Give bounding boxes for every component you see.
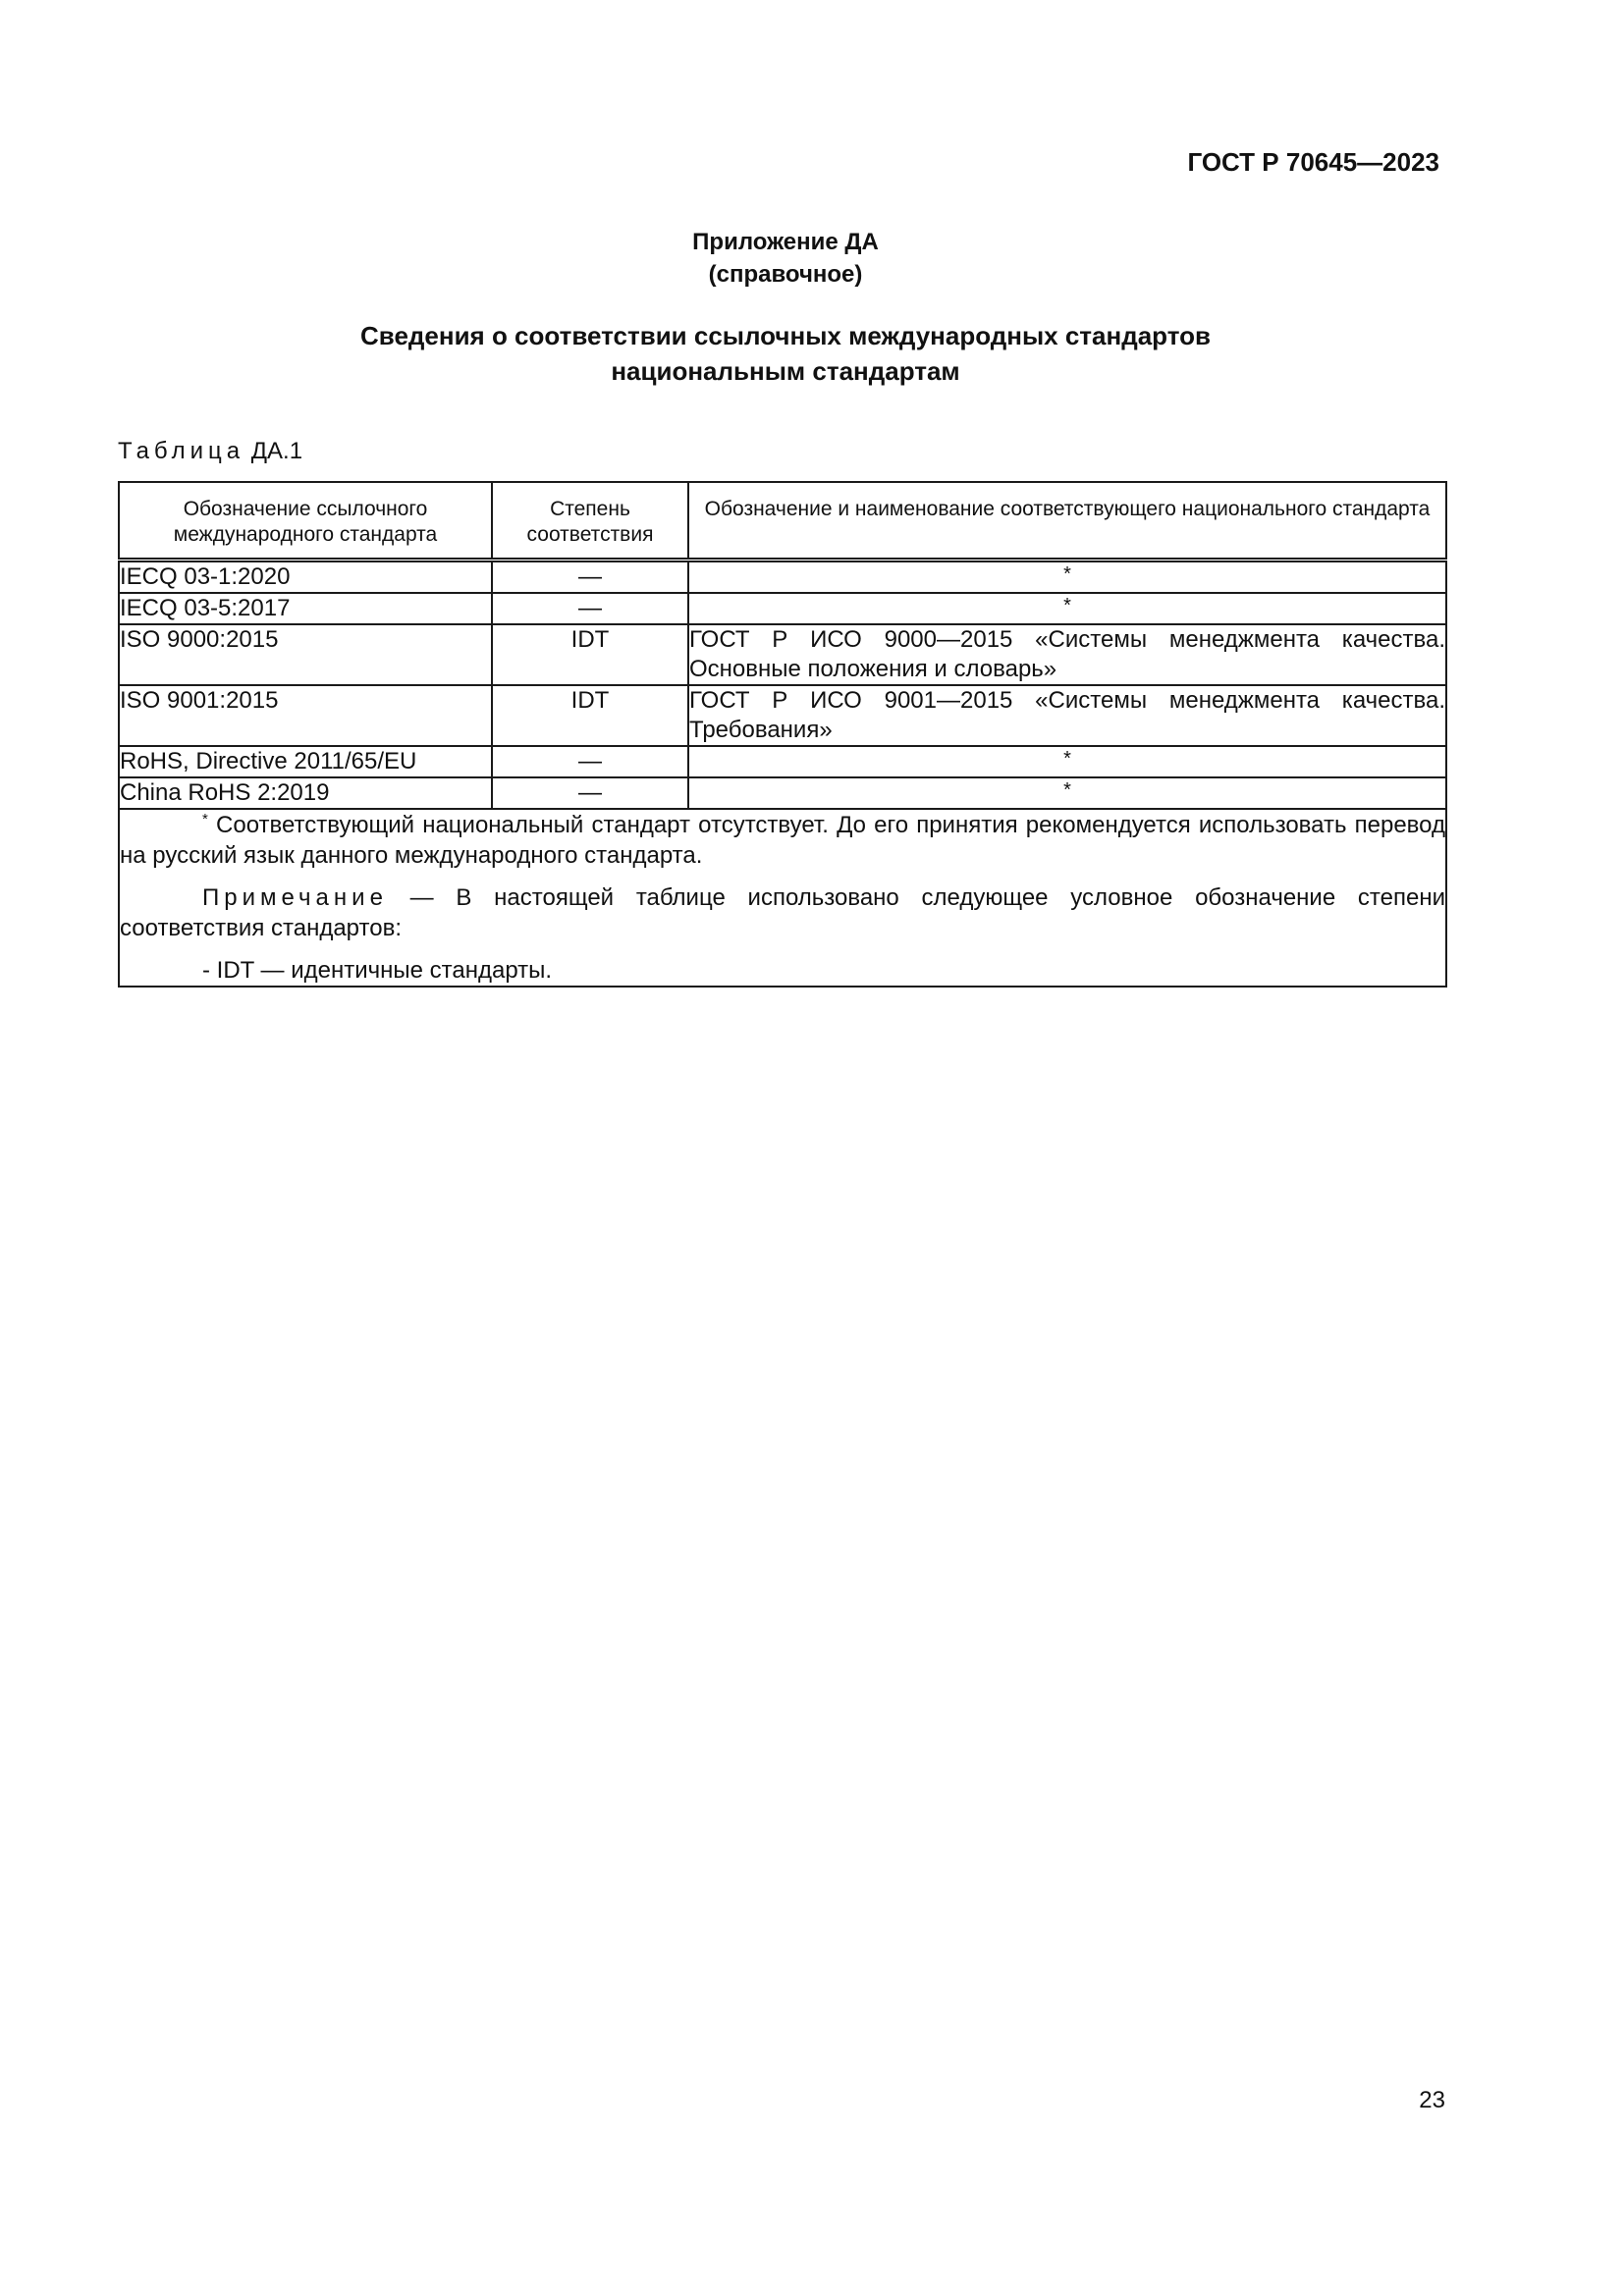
table-row [119,746,1446,777]
appendix-heading [0,226,1571,291]
cell-degree: IDT [492,685,688,746]
table-row [119,593,1446,624]
cell-degree: — [492,561,688,594]
footnote-paragraph [120,810,1445,871]
table-header-row [119,482,1446,561]
cell-degree: — [492,777,688,809]
cell-ref-standard: RoHS, Directive 2011/65/EU [119,746,492,777]
cell-degree: — [492,746,688,777]
page-number: 23 [1419,2087,1445,2113]
table-footnote-row [119,809,1446,987]
section-title [0,318,1571,389]
footnote-mark: * [202,811,208,828]
note-text: — В настоящей таблице использовано следующее условное обозначение степени соответствия стандартов: [120,884,1445,941]
footnote-text: Соответствующий национальный стандарт отсутствует. До его принятия рекомендуется использовать перевод на русский язык данного международного стандарта. [120,812,1445,869]
cell-national-standard: * [688,561,1446,594]
table-label-number: ДА.1 [250,438,303,464]
cell-national-standard: ГОСТ Р ИСО 9000—2015 «Системы менеджмента качества. Основные положения и словарь» [688,624,1446,685]
note-paragraph [120,882,1445,943]
appendix-subtitle: (справочное) [708,261,863,288]
cell-degree: IDT [492,624,688,685]
cell-ref-standard: ISO 9000:2015 [119,624,492,685]
note-label: Примечание [202,884,388,911]
cell-national-standard: * [688,777,1446,809]
cell-ref-standard: ISO 9001:2015 [119,685,492,746]
table-row [119,777,1446,809]
table-footnote [119,809,1446,987]
header-degree: Степень соответствия [492,482,688,561]
document-code: ГОСТ Р 70645—2023 [1187,147,1439,177]
cell-national-standard: * [688,746,1446,777]
table-row [119,624,1446,685]
table-row [119,561,1446,594]
section-title-line-2: национальным стандартам [611,356,960,386]
cell-degree: — [492,593,688,624]
cell-national-standard: ГОСТ Р ИСО 9001—2015 «Системы менеджмента качества. Требования» [688,685,1446,746]
section-title-line-1: Сведения о соответствии ссылочных международных стандартов [360,321,1211,350]
cell-ref-standard: China RoHS 2:2019 [119,777,492,809]
table-label-word: Таблица [118,438,245,464]
standards-table [118,481,1447,988]
cell-ref-standard: IECQ 03-5:2017 [119,593,492,624]
header-ref-standard: Обозначение ссылочного международного стандарта [119,482,492,561]
header-national-standard: Обозначение и наименование соответствующего национального стандарта [688,482,1446,561]
table-label [118,438,302,465]
appendix-title: Приложение ДА [692,229,879,255]
cell-national-standard: * [688,593,1446,624]
cell-ref-standard: IECQ 03-1:2020 [119,561,492,594]
table-row [119,685,1446,746]
note-bullet: - IDT — идентичные стандарты. [202,957,553,984]
